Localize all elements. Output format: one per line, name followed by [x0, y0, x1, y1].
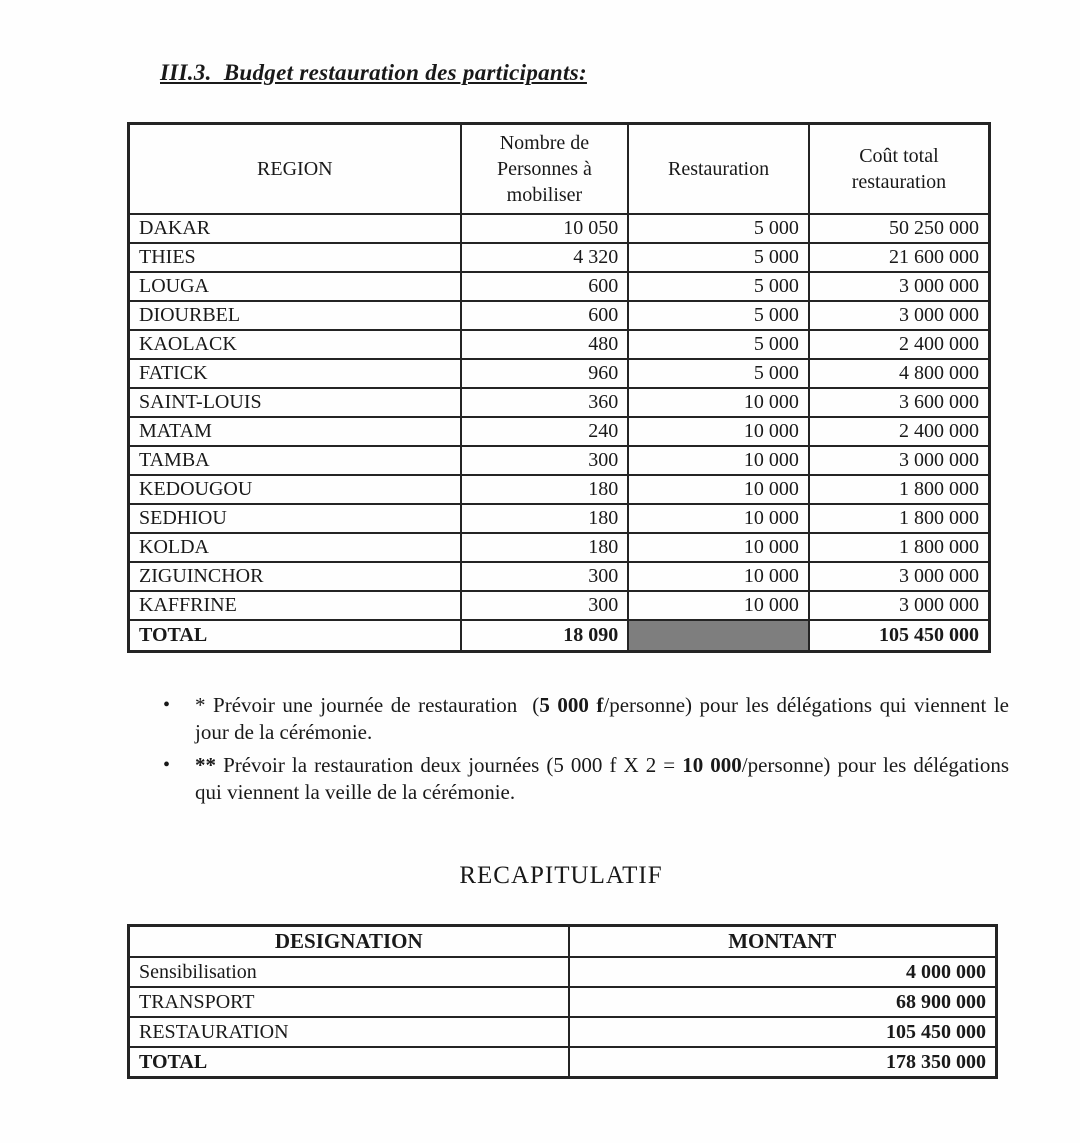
table1-cell-restauration: 10 000 — [628, 591, 809, 620]
table1-cell-region: LOUGA — [129, 272, 461, 301]
table1-cell-cost: 3 600 000 — [809, 388, 990, 417]
table1-cell-persons: 10 050 — [461, 214, 629, 243]
table1-cell-persons: 360 — [461, 388, 629, 417]
note-item — [163, 692, 1009, 745]
table1-cell-cost: 1 800 000 — [809, 504, 990, 533]
table2-cell-montant: 105 450 000 — [569, 1017, 997, 1047]
table1-cell-cost: 50 250 000 — [809, 214, 990, 243]
table1-row — [129, 562, 990, 591]
table1-cell-region: KOLDA — [129, 533, 461, 562]
table1-row — [129, 330, 990, 359]
table1-cell-region: FATICK — [129, 359, 461, 388]
table1-cell-restauration: 10 000 — [628, 562, 809, 591]
table1-cell-persons: 18 090 — [461, 620, 629, 652]
table1-row — [129, 359, 990, 388]
table1-cell-persons: 180 — [461, 475, 629, 504]
table1-row — [129, 417, 990, 446]
table1-row — [129, 591, 990, 620]
table1-header-region: REGION — [129, 124, 461, 215]
table1-cell-cost: 3 000 000 — [809, 301, 990, 330]
table1-cell-restauration — [628, 620, 809, 652]
table2-header-row — [129, 926, 997, 958]
table1-cell-cost: 3 000 000 — [809, 562, 990, 591]
table1-cell-persons: 300 — [461, 591, 629, 620]
table2-header-montant: MONTANT — [569, 926, 997, 958]
table1-cell-persons: 300 — [461, 562, 629, 591]
table1-cell-restauration: 5 000 — [628, 330, 809, 359]
table1-cell-region: KEDOUGOU — [129, 475, 461, 504]
table1-cell-region: THIES — [129, 243, 461, 272]
table1-cell-region: KAOLACK — [129, 330, 461, 359]
table1-cell-persons: 180 — [461, 533, 629, 562]
table2-cell-designation: TOTAL — [129, 1047, 569, 1078]
table1-row — [129, 272, 990, 301]
table1-cell-persons: 4 320 — [461, 243, 629, 272]
table1-cell-persons: 180 — [461, 504, 629, 533]
table1-cell-cost: 1 800 000 — [809, 475, 990, 504]
section-title: III.3. Budget restauration des participants: — [160, 60, 587, 85]
table1-cell-persons: 960 — [461, 359, 629, 388]
recap-table — [127, 924, 998, 1079]
table1-row — [129, 243, 990, 272]
table2-cell-designation: TRANSPORT — [129, 987, 569, 1017]
table1-row — [129, 214, 990, 243]
table1-header-persons: Nombre de Personnes à mobiliser — [461, 124, 629, 215]
table2-cell-montant: 178 350 000 — [569, 1047, 997, 1078]
table1-cell-region: TOTAL — [129, 620, 461, 652]
table1-cell-cost: 105 450 000 — [809, 620, 990, 652]
table2-row — [129, 1047, 997, 1078]
table2-row — [129, 987, 997, 1017]
note-item — [163, 752, 1009, 805]
table2-cell-designation: RESTAURATION — [129, 1017, 569, 1047]
table1-cell-persons: 600 — [461, 301, 629, 330]
table1-row — [129, 475, 990, 504]
table1-cell-restauration: 10 000 — [628, 533, 809, 562]
table2-cell-montant: 68 900 000 — [569, 987, 997, 1017]
recap-title: RECAPITULATIF — [459, 862, 663, 889]
bullet-icon: • — [163, 694, 171, 716]
table2-header-designation: DESIGNATION — [129, 926, 569, 958]
table1-cell-region: DAKAR — [129, 214, 461, 243]
table2-cell-montant: 4 000 000 — [569, 957, 997, 987]
table1-cell-restauration: 10 000 — [628, 446, 809, 475]
table1-row — [129, 533, 990, 562]
table1-cell-cost: 2 400 000 — [809, 330, 990, 359]
table1-total-row — [129, 620, 990, 652]
table1-cell-region: KAFFRINE — [129, 591, 461, 620]
table2-row — [129, 957, 997, 987]
table1-row — [129, 446, 990, 475]
table1-cell-restauration: 10 000 — [628, 475, 809, 504]
restauration-budget-table — [127, 122, 991, 653]
table1-cell-persons: 300 — [461, 446, 629, 475]
table1-cell-persons: 240 — [461, 417, 629, 446]
table1-cell-persons: 480 — [461, 330, 629, 359]
table2-cell-designation: Sensibilisation — [129, 957, 569, 987]
table1-cell-restauration: 10 000 — [628, 388, 809, 417]
table1-cell-restauration: 5 000 — [628, 359, 809, 388]
table1-row — [129, 504, 990, 533]
table1-cell-region: DIOURBEL — [129, 301, 461, 330]
table1-cell-restauration: 5 000 — [628, 243, 809, 272]
table1-cell-cost: 2 400 000 — [809, 417, 990, 446]
table1-cell-cost: 3 000 000 — [809, 446, 990, 475]
table1-header-restauration: Restauration — [628, 124, 809, 215]
table1-cell-region: SAINT-LOUIS — [129, 388, 461, 417]
note-text: * Prévoir une journée de restauration (5 000 f/personne) pour les délégations qui viennent le jour de la cérémonie. — [195, 693, 1009, 744]
table1-cell-cost: 3 000 000 — [809, 591, 990, 620]
table1-row — [129, 388, 990, 417]
table1-cell-region: TAMBA — [129, 446, 461, 475]
notes-list — [163, 692, 1009, 813]
table2-row — [129, 1017, 997, 1047]
table1-cell-region: SEDHIOU — [129, 504, 461, 533]
table1-cell-region: MATAM — [129, 417, 461, 446]
table1-cell-restauration: 10 000 — [628, 504, 809, 533]
table1-cell-restauration: 5 000 — [628, 272, 809, 301]
table1-cell-region: ZIGUINCHOR — [129, 562, 461, 591]
bullet-icon: • — [163, 754, 171, 777]
table1-header-cost: Coût total restauration — [809, 124, 990, 215]
table1-cell-cost: 1 800 000 — [809, 533, 990, 562]
table1-cell-restauration: 5 000 — [628, 214, 809, 243]
table1-row — [129, 301, 990, 330]
table1-cell-cost: 21 600 000 — [809, 243, 990, 272]
note-text: ** Prévoir la restauration deux journées (5 000 f X 2 = 10 000/personne) pour les délégations qui viennent la veille de la cérémonie. — [195, 753, 1010, 804]
table1-cell-persons: 600 — [461, 272, 629, 301]
table1-cell-cost: 3 000 000 — [809, 272, 990, 301]
table1-header-row — [129, 124, 990, 215]
table1-cell-cost: 4 800 000 — [809, 359, 990, 388]
table1-cell-restauration: 5 000 — [628, 301, 809, 330]
table1-cell-restauration: 10 000 — [628, 417, 809, 446]
